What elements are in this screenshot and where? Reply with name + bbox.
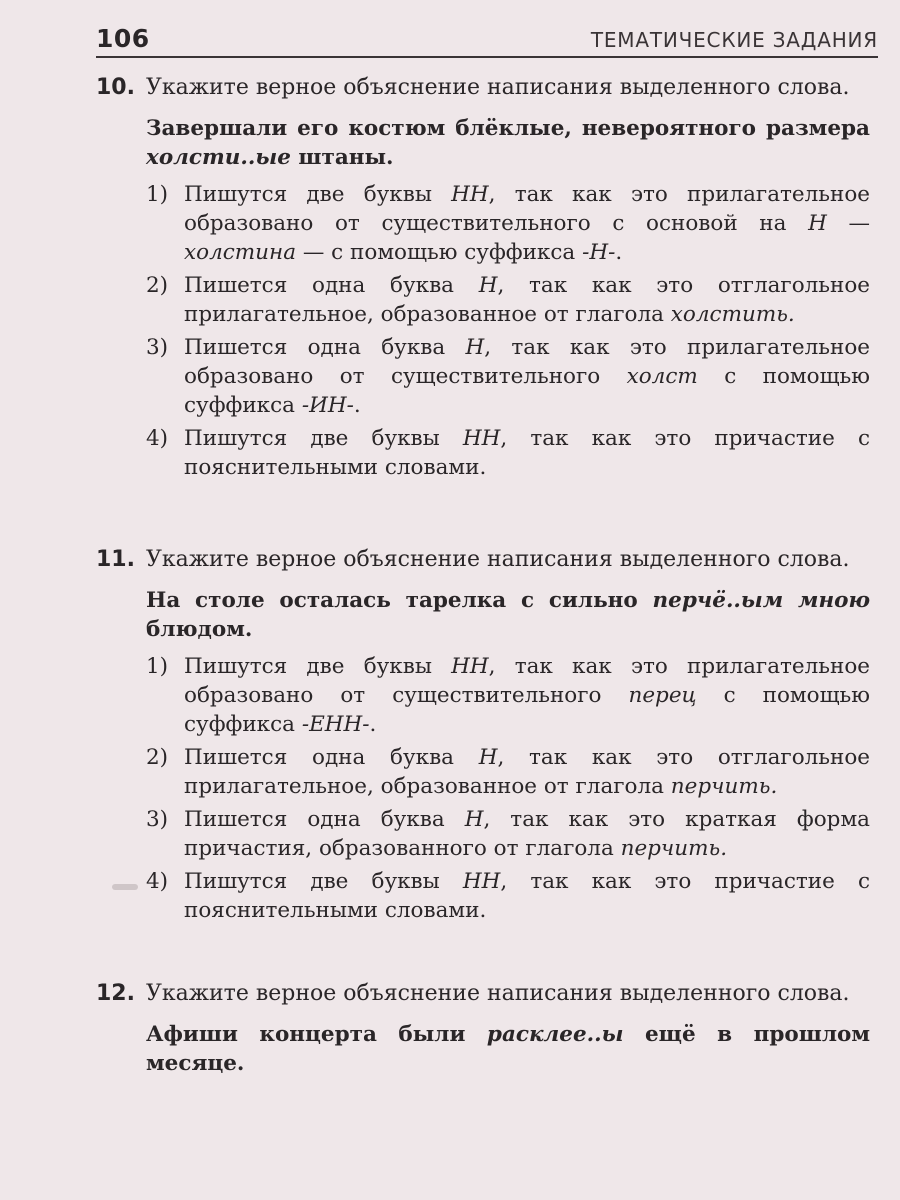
answer-option [146, 424, 870, 482]
answer-option [146, 271, 870, 329]
sentence-start: Афиши концерта были [146, 1022, 487, 1047]
option-text-part: , так как это прилагательное образовано от существительного [184, 335, 870, 389]
task-question [96, 546, 870, 574]
ink-smudge [112, 884, 138, 890]
answer-option [146, 652, 870, 739]
option-number: 2) [146, 745, 169, 770]
page-header [96, 20, 878, 58]
option-text-part: Пишутся две буквы [184, 869, 463, 894]
sentence-start: На столе осталась тарелка с сильно [146, 588, 653, 613]
option-text-part: , так как это прилагательное образовано от существительного [184, 654, 870, 708]
task-number: 10. [96, 75, 135, 100]
option-text [184, 745, 870, 799]
option-text-part: , так как это причастие с пояснительными словами. [184, 869, 870, 923]
option-text-part: , так как это отглагольное прилагательное, образованное от глагола [184, 745, 870, 799]
italic-term: -Н- [582, 240, 616, 265]
task-number: 11. [96, 547, 135, 572]
task-10 [96, 74, 870, 486]
task-12 [96, 980, 870, 1078]
italic-term: холстить. [670, 302, 795, 327]
page-number: 106 [96, 24, 150, 53]
option-text-part: Пишутся две буквы [184, 426, 463, 451]
sentence-end: ещё в прошлом месяце. [146, 1022, 870, 1076]
italic-term: Н [478, 273, 498, 298]
sentence-end: штаны. [290, 145, 394, 170]
answer-option [146, 180, 870, 267]
italic-term: НН [451, 182, 489, 207]
option-text-part: . [369, 712, 377, 737]
option-text-part: , так как это отглагольное прилагательное, образованное от глагола [184, 273, 870, 327]
italic-term: -ЕНН- [301, 712, 370, 737]
highlighted-word: расклее..ы [486, 1022, 624, 1047]
question-text: Укажите верное объяснение написания выделенного слова. [146, 75, 850, 100]
option-text-part: , так как это прилагательное образовано от существительного с основой на [184, 182, 870, 236]
answer-option [146, 743, 870, 801]
italic-term: холстина [184, 240, 297, 265]
question-text: Укажите верное объяснение написания выделенного слова. [146, 547, 850, 572]
italic-term: НН [462, 869, 501, 894]
option-text-part: — с помощью суффикса [296, 240, 583, 265]
option-text-part: Пишется одна буква [184, 273, 479, 298]
sentence-start: Завершали его костюм блёклые, невероятного размера [146, 116, 870, 141]
task-number: 12. [96, 981, 135, 1006]
italic-term: перец [628, 683, 697, 708]
option-text-part: Пишется одна буква [184, 335, 466, 360]
task-sentence [146, 114, 870, 172]
task-11 [96, 546, 870, 929]
answer-option [146, 867, 870, 925]
option-number: 3) [146, 807, 169, 832]
option-number: 2) [146, 273, 169, 298]
answer-options [146, 652, 870, 925]
option-text-part: Пишется одна буква [184, 807, 465, 832]
answer-option [146, 333, 870, 420]
answer-option [146, 805, 870, 863]
italic-term: Н [464, 807, 484, 832]
option-text-part: — [826, 211, 870, 236]
option-text-part: Пишутся две буквы [184, 654, 452, 679]
option-text-part: Пишутся две буквы [184, 182, 452, 207]
highlighted-word: холсти..ые [146, 145, 291, 170]
answer-options [146, 180, 870, 482]
option-text [184, 869, 870, 923]
section-title: ТЕМАТИЧЕСКИЕ ЗАДАНИЯ [590, 28, 878, 52]
option-number: 4) [146, 869, 169, 894]
italic-term: -ИН- [301, 393, 354, 418]
option-text-part: с помощью суффикса [184, 683, 870, 737]
option-text [184, 182, 870, 265]
question-text: Укажите верное объяснение написания выделенного слова. [146, 981, 850, 1006]
italic-term: Н [478, 745, 498, 770]
italic-term: НН [462, 426, 501, 451]
task-sentence [146, 586, 870, 644]
option-text-part: с помощью суффикса [184, 364, 870, 418]
sentence-end: блюдом. [146, 617, 253, 642]
italic-term: перчить. [620, 836, 728, 861]
option-text-part: . [353, 393, 361, 418]
highlighted-word: перчё..ым мною [652, 588, 870, 613]
italic-term: холст [626, 364, 698, 389]
option-number: 1) [146, 654, 169, 679]
italic-term: перчить. [670, 774, 778, 799]
task-sentence [146, 1020, 870, 1078]
option-text [184, 426, 870, 480]
option-text-part: , так как это краткая форма причастия, образованного от глагола [184, 807, 870, 861]
option-number: 4) [146, 426, 169, 451]
task-question [96, 74, 870, 102]
italic-term: Н [808, 211, 827, 236]
option-number: 3) [146, 335, 169, 360]
italic-term: Н [465, 335, 485, 360]
option-text [184, 654, 870, 737]
option-text-part: . [615, 240, 623, 265]
option-text-part: Пишется одна буква [184, 745, 479, 770]
option-text [184, 273, 870, 327]
option-text-part: , так как это причастие с пояснительными словами. [184, 426, 870, 480]
italic-term: НН [451, 654, 489, 679]
option-text [184, 335, 870, 418]
option-number: 1) [146, 182, 169, 207]
task-question [96, 980, 870, 1008]
option-text [184, 807, 870, 861]
